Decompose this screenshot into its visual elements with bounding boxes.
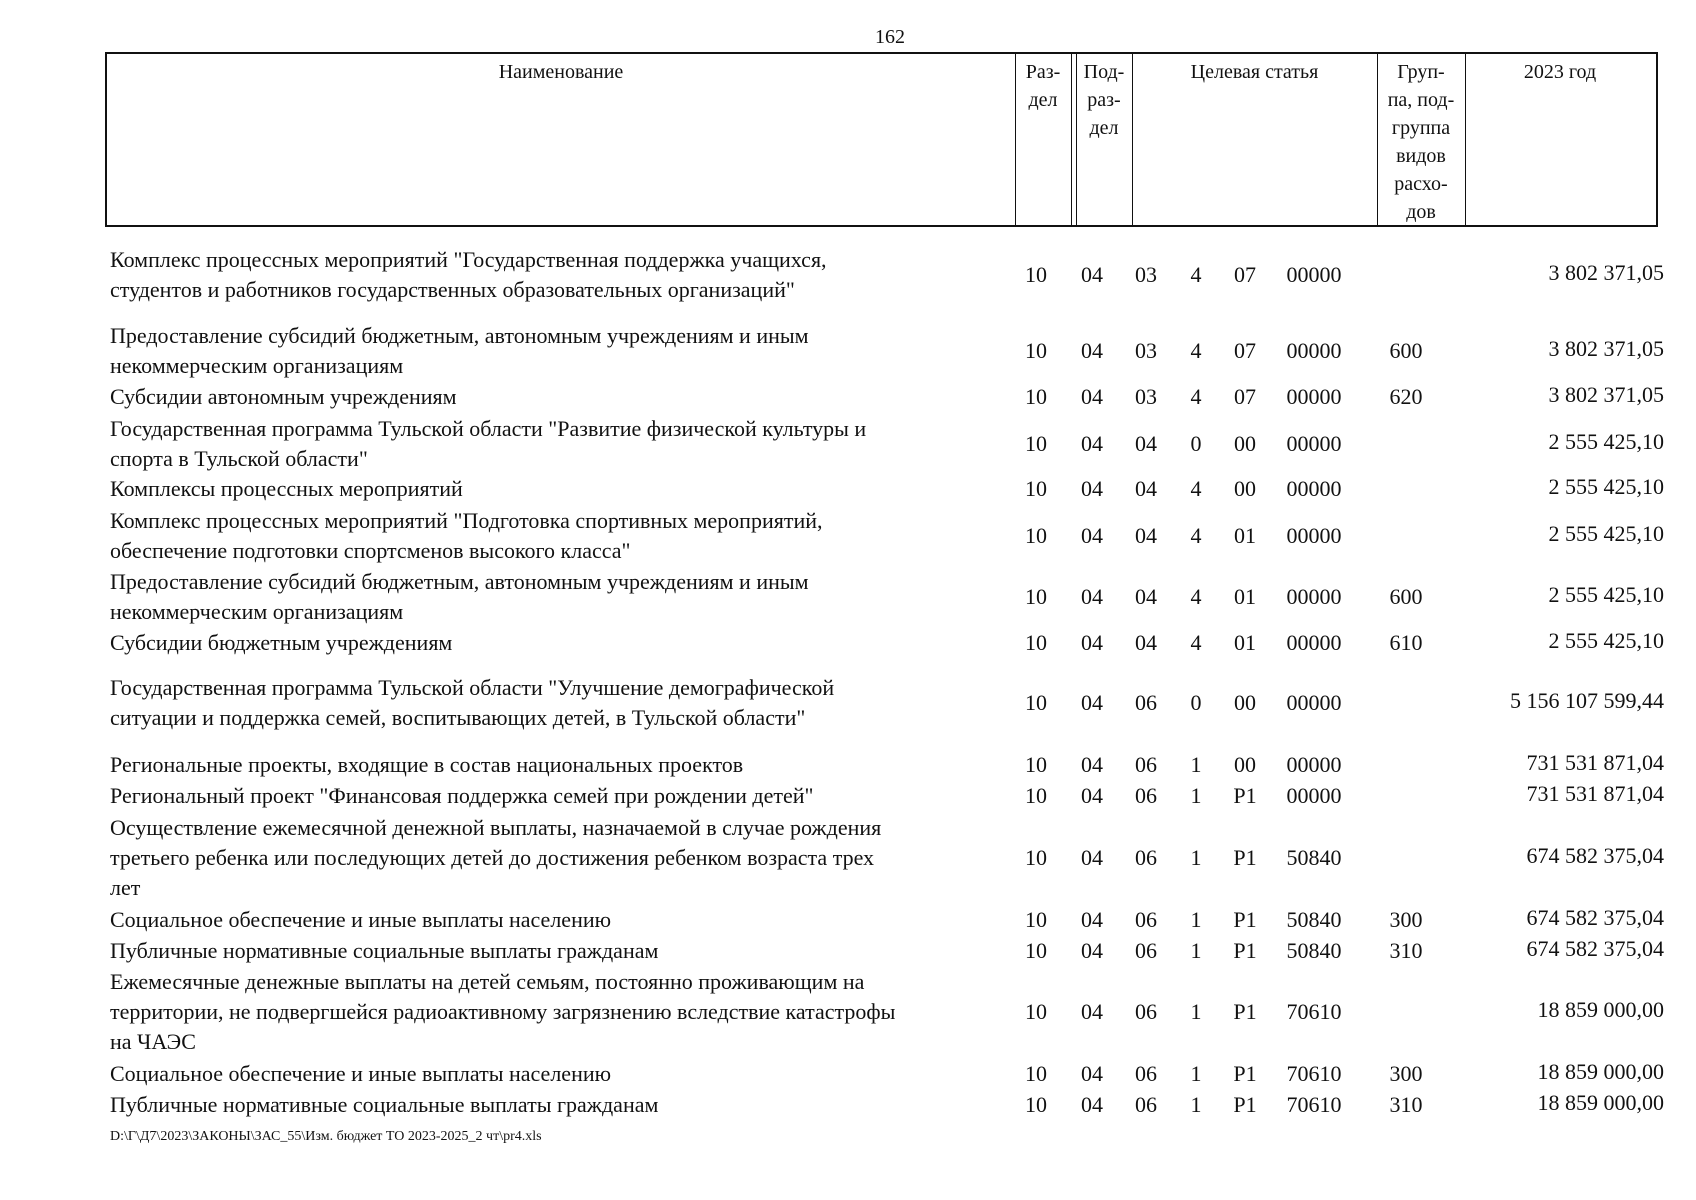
row-cs-code: 00000 (1286, 783, 1342, 808)
row-name-line: Региональный проект "Финансовая поддержка семей при рождении детей" (110, 783, 814, 808)
row-podrazdel: 04 (1081, 907, 1103, 932)
row-razdel: 10 (1025, 752, 1047, 777)
row-cs-sub: 07 (1234, 384, 1256, 409)
row-name-line: лет (110, 875, 141, 900)
row-cs-sub: 07 (1234, 338, 1256, 363)
row-vr: 310 (1389, 1092, 1423, 1117)
row-razdel: 10 (1025, 999, 1047, 1024)
row-vr: 310 (1389, 938, 1423, 963)
row-cs-sub: 00 (1234, 752, 1256, 777)
row-podrazdel: 04 (1081, 262, 1103, 287)
row-cs-code: 00000 (1286, 431, 1342, 456)
row-cs-program: 06 (1135, 907, 1157, 932)
row-cs-code: 00000 (1286, 523, 1342, 548)
row-cs-type: 1 (1190, 1092, 1202, 1117)
row-amount: 18 859 000,00 (1537, 1090, 1664, 1115)
row-cs-type: 1 (1190, 907, 1202, 932)
row-amount: 2 555 425,10 (1548, 429, 1664, 454)
row-cs-code: 50840 (1286, 907, 1342, 932)
row-name-line: Ежемесячные денежные выплаты на детей семьям, постоянно проживающим на (110, 969, 865, 994)
row-razdel: 10 (1025, 845, 1047, 870)
row-cs-sub: 00 (1234, 431, 1256, 456)
row-razdel: 10 (1025, 783, 1047, 808)
file-path-footer: D:\Г\Д7\2023\ЗАКОНЫ\ЗАС_55\Изм. бюджет ТО 2023-2025_2 чт\pr4.xls (110, 1129, 542, 1144)
row-podrazdel: 04 (1081, 938, 1103, 963)
row-cs-program: 06 (1135, 1061, 1157, 1086)
row-name-line: Комплекс процессных мероприятий "Подготовка спортивных мероприятий, (110, 508, 823, 533)
row-cs-type: 1 (1190, 845, 1202, 870)
row-cs-code: 00000 (1286, 690, 1342, 715)
row-amount: 2 555 425,10 (1548, 628, 1664, 653)
row-cs-type: 0 (1190, 431, 1202, 456)
row-name-line: Комплекс процессных мероприятий "Государственная поддержка учащихся, (110, 247, 827, 272)
row-podrazdel: 04 (1081, 783, 1103, 808)
row-amount: 2 555 425,10 (1548, 582, 1664, 607)
row-razdel: 10 (1025, 690, 1047, 715)
row-vr: 610 (1389, 630, 1423, 655)
row-cs-type: 1 (1190, 938, 1202, 963)
row-name (110, 382, 1000, 412)
page-number: 162 (875, 26, 905, 48)
row-razdel: 10 (1025, 338, 1047, 363)
row-cs-type: 1 (1190, 999, 1202, 1024)
header-name: Наименование (498, 61, 624, 83)
header-podrazdel: Под- раз- дел (1083, 61, 1125, 139)
row-podrazdel: 04 (1081, 845, 1103, 870)
row-cs-program: 04 (1135, 523, 1157, 548)
row-razdel: 10 (1025, 938, 1047, 963)
row-razdel: 10 (1025, 1061, 1047, 1086)
row-razdel: 10 (1025, 907, 1047, 932)
row-cs-code: 50840 (1286, 845, 1342, 870)
row-name-line: на ЧАЭС (110, 1029, 196, 1054)
table-header (105, 52, 1658, 227)
row-name-line: Социальное обеспечение и иные выплаты населению (110, 1061, 612, 1086)
row-cs-sub: 01 (1234, 523, 1256, 548)
row-name-line: некоммерческим организациям (110, 353, 404, 378)
row-amount: 3 802 371,05 (1548, 336, 1664, 361)
row-podrazdel: 04 (1081, 523, 1103, 548)
row-podrazdel: 04 (1081, 999, 1103, 1024)
row-razdel: 10 (1025, 431, 1047, 456)
row-cs-code: 00000 (1286, 752, 1342, 777)
row-cs-program: 04 (1135, 431, 1157, 456)
row-cs-type: 4 (1190, 338, 1202, 363)
row-amount: 674 582 375,04 (1526, 936, 1664, 961)
row-name (110, 813, 1000, 903)
row-name (110, 245, 1000, 305)
row-amount: 674 582 375,04 (1526, 905, 1664, 930)
row-cs-program: 06 (1135, 783, 1157, 808)
row-name-line: Предоставление субсидий бюджетным, автономным учреждениям и иным (110, 569, 809, 594)
row-cs-sub: P1 (1233, 845, 1257, 870)
row-cs-type: 4 (1190, 630, 1202, 655)
row-cs-program: 04 (1135, 630, 1157, 655)
row-name (110, 321, 1000, 381)
row-name-line: Публичные нормативные социальные выплаты гражданам (110, 938, 659, 963)
row-amount: 18 859 000,00 (1537, 1059, 1664, 1084)
row-cs-program: 03 (1135, 384, 1157, 409)
row-cs-type: 4 (1190, 262, 1202, 287)
row-cs-code: 70610 (1286, 999, 1342, 1024)
row-amount: 18 859 000,00 (1537, 997, 1664, 1022)
row-cs-type: 1 (1190, 752, 1202, 777)
row-amount: 5 156 107 599,44 (1510, 688, 1664, 713)
row-cs-sub: 07 (1234, 262, 1256, 287)
row-amount: 731 531 871,04 (1526, 781, 1664, 806)
row-name-line: Субсидии автономным учреждениям (110, 384, 457, 409)
row-name (110, 1059, 1000, 1089)
row-cs-program: 04 (1135, 584, 1157, 609)
row-name (110, 567, 1000, 627)
row-name (110, 1090, 1000, 1120)
header-razdel: Раз- дел (1025, 61, 1061, 111)
row-vr: 600 (1389, 338, 1423, 363)
row-podrazdel: 04 (1081, 384, 1103, 409)
row-cs-sub: P1 (1233, 999, 1257, 1024)
row-amount: 2 555 425,10 (1548, 521, 1664, 546)
row-amount: 3 802 371,05 (1548, 260, 1664, 285)
row-cs-code: 00000 (1286, 338, 1342, 363)
row-name-line: ситуации и поддержка семей, воспитывающих детей, в Тульской области" (110, 705, 806, 730)
row-razdel: 10 (1025, 630, 1047, 655)
row-cs-type: 0 (1190, 690, 1202, 715)
row-cs-sub: P1 (1233, 1092, 1257, 1117)
row-podrazdel: 04 (1081, 1061, 1103, 1086)
row-name-line: третьего ребенка или последующих детей до достижения ребенком возраста трех (110, 845, 875, 870)
row-cs-type: 1 (1190, 783, 1202, 808)
row-cs-sub: 00 (1234, 690, 1256, 715)
row-cs-program: 06 (1135, 1092, 1157, 1117)
row-name-line: Осуществление ежемесячной денежной выплаты, назначаемой в случае рождения (110, 815, 882, 840)
row-cs-program: 06 (1135, 690, 1157, 715)
row-podrazdel: 04 (1081, 752, 1103, 777)
row-cs-code: 50840 (1286, 938, 1342, 963)
row-cs-type: 4 (1190, 384, 1202, 409)
row-name (110, 506, 1000, 566)
row-name (110, 967, 1000, 1057)
row-vr: 600 (1389, 584, 1423, 609)
row-name-line: Региональные проекты, входящие в состав национальных проектов (110, 752, 744, 777)
row-amount: 674 582 375,04 (1526, 843, 1664, 868)
row-name (110, 474, 1000, 504)
row-razdel: 10 (1025, 476, 1047, 501)
row-cs-program: 04 (1135, 476, 1157, 501)
row-cs-code: 70610 (1286, 1061, 1342, 1086)
row-amount: 2 555 425,10 (1548, 474, 1664, 499)
row-cs-type: 4 (1190, 584, 1202, 609)
row-name-line: Государственная программа Тульской области "Улучшение демографической (110, 675, 835, 700)
row-podrazdel: 04 (1081, 630, 1103, 655)
row-podrazdel: 04 (1081, 431, 1103, 456)
row-podrazdel: 04 (1081, 690, 1103, 715)
row-cs-program: 06 (1135, 938, 1157, 963)
header-celevaya: Целевая статья (1190, 61, 1319, 83)
row-name (110, 750, 1000, 780)
row-vr: 620 (1389, 384, 1423, 409)
row-name-line: Социальное обеспечение и иные выплаты населению (110, 907, 612, 932)
row-podrazdel: 04 (1081, 1092, 1103, 1117)
row-razdel: 10 (1025, 262, 1047, 287)
row-name (110, 628, 1000, 658)
row-vr: 300 (1389, 907, 1423, 932)
row-name-line: студентов и работников государственных образовательных организаций" (110, 277, 795, 302)
row-razdel: 10 (1025, 384, 1047, 409)
row-name-line: территории, не подвергшейся радиоактивному загрязнению вследствие катастрофы (110, 999, 896, 1024)
row-cs-type: 1 (1190, 1061, 1202, 1086)
row-podrazdel: 04 (1081, 338, 1103, 363)
row-razdel: 10 (1025, 523, 1047, 548)
row-name (110, 414, 1000, 474)
row-name (110, 905, 1000, 935)
row-podrazdel: 04 (1081, 476, 1103, 501)
row-name (110, 936, 1000, 966)
row-cs-program: 03 (1135, 338, 1157, 363)
row-cs-type: 4 (1190, 476, 1202, 501)
row-cs-sub: P1 (1233, 938, 1257, 963)
row-name-line: Комплексы процессных мероприятий (110, 476, 463, 501)
row-razdel: 10 (1025, 584, 1047, 609)
row-name-line: Субсидии бюджетным учреждениям (110, 630, 453, 655)
row-name (110, 781, 1000, 811)
row-name (110, 673, 1000, 733)
row-name-line: спорта в Тульской области" (110, 446, 368, 471)
row-cs-code: 00000 (1286, 476, 1342, 501)
row-cs-type: 4 (1190, 523, 1202, 548)
row-name-line: Публичные нормативные социальные выплаты гражданам (110, 1092, 659, 1117)
row-razdel: 10 (1025, 1092, 1047, 1117)
row-cs-program: 06 (1135, 999, 1157, 1024)
row-cs-program: 06 (1135, 845, 1157, 870)
row-name-line: Государственная программа Тульской области "Развитие физической культуры и (110, 416, 867, 441)
row-cs-sub: 00 (1234, 476, 1256, 501)
row-cs-code: 00000 (1286, 384, 1342, 409)
row-name-line: обеспечение подготовки спортсменов высокого класса" (110, 538, 631, 563)
row-cs-program: 03 (1135, 262, 1157, 287)
row-name-line: Предоставление субсидий бюджетным, автономным учреждениям и иным (110, 323, 809, 348)
row-cs-sub: 01 (1234, 630, 1256, 655)
row-cs-code: 00000 (1286, 584, 1342, 609)
row-cs-code: 00000 (1286, 630, 1342, 655)
row-amount: 3 802 371,05 (1548, 382, 1664, 407)
row-cs-code: 00000 (1286, 262, 1342, 287)
row-cs-code: 70610 (1286, 1092, 1342, 1117)
row-cs-program: 06 (1135, 752, 1157, 777)
row-podrazdel: 04 (1081, 584, 1103, 609)
row-amount: 731 531 871,04 (1526, 750, 1664, 775)
row-name-line: некоммерческим организациям (110, 599, 404, 624)
header-year: 2023 год (1523, 61, 1597, 83)
row-cs-sub: P1 (1233, 1061, 1257, 1086)
header-divider (1071, 54, 1072, 225)
row-vr: 300 (1389, 1061, 1423, 1086)
row-cs-sub: P1 (1233, 907, 1257, 932)
row-cs-sub: 01 (1234, 584, 1256, 609)
header-gruppa: Груп- па, под- группа видов расхо- дов (1387, 61, 1455, 223)
row-cs-sub: P1 (1233, 783, 1257, 808)
